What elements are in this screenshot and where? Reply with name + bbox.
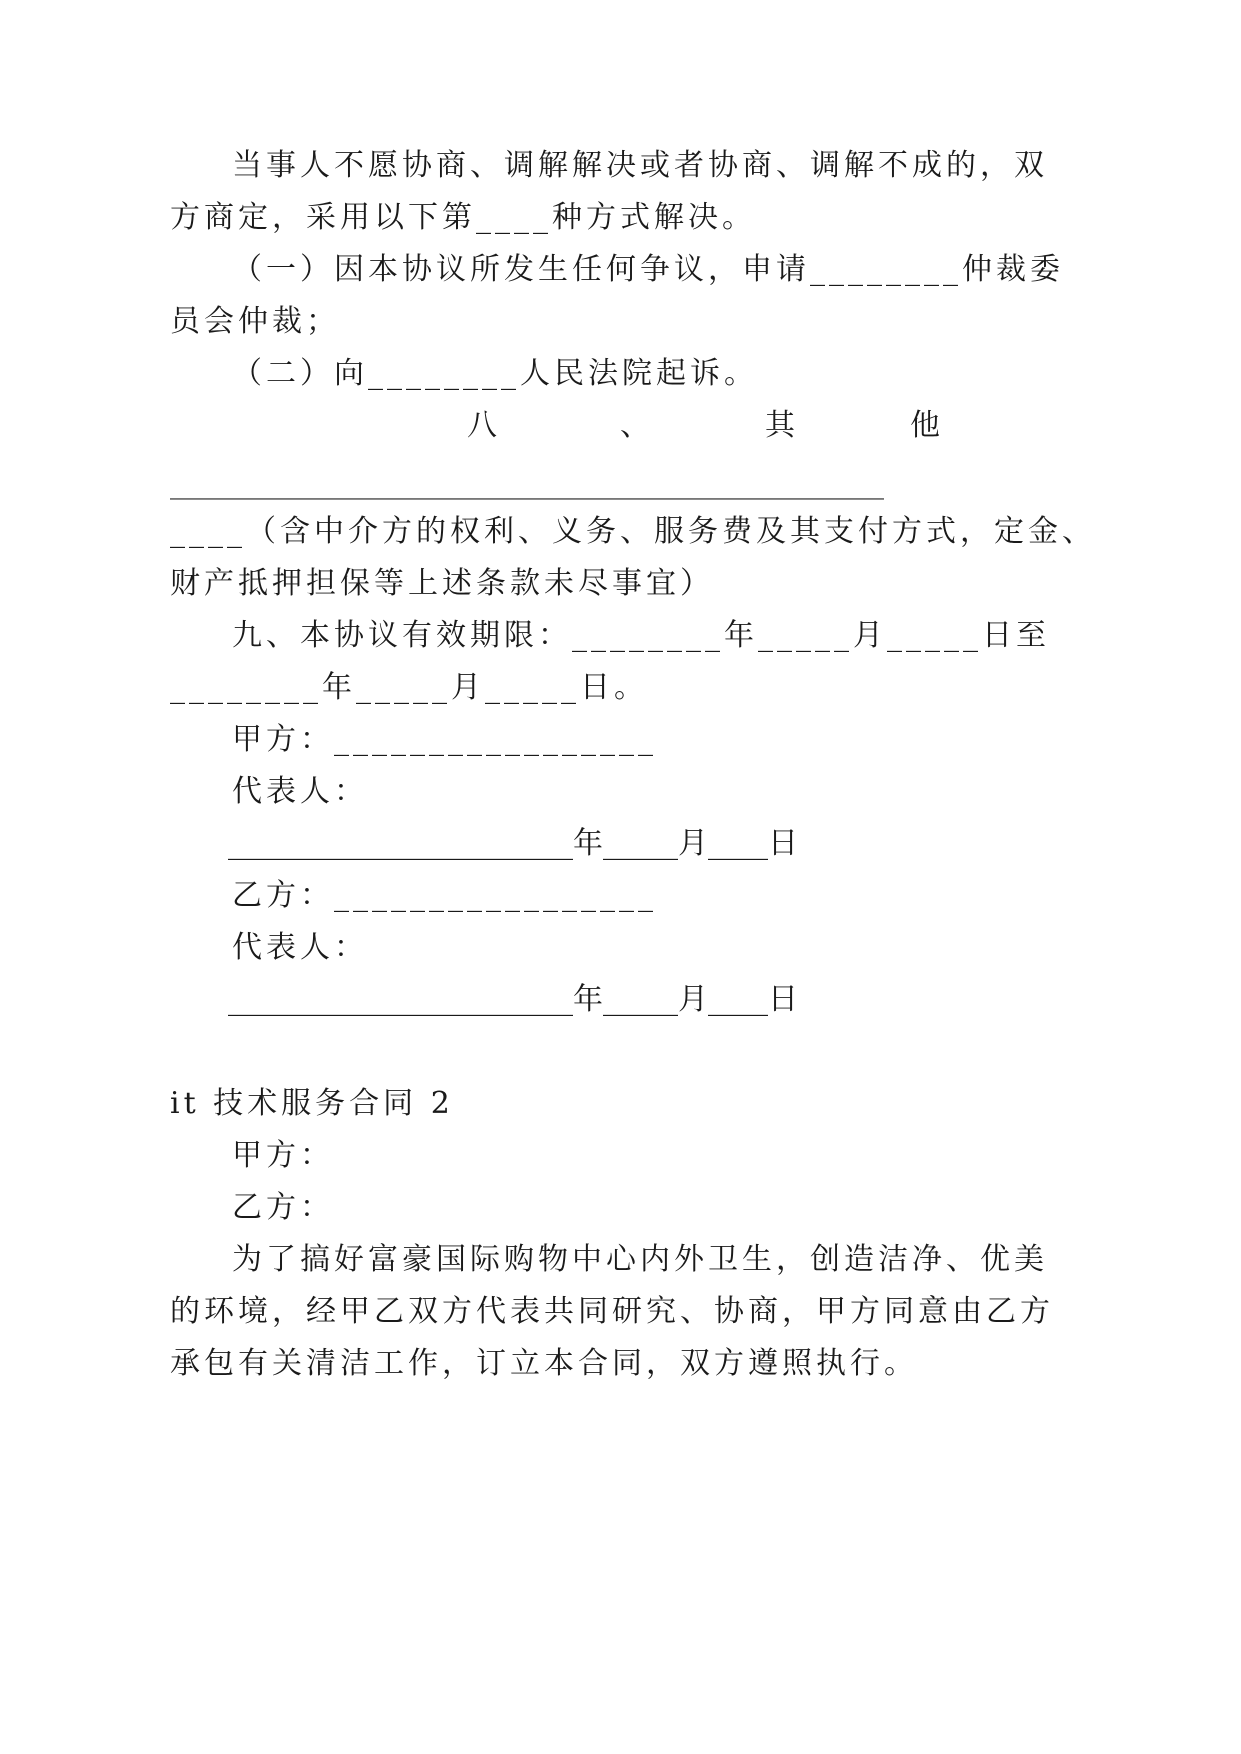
para-line-2: 方商定，采用以下第____种方式解决。 <box>170 200 756 235</box>
para-line-10: 九、本协议有效期限：________年_____月_____日至 <box>232 618 1050 653</box>
blank-line: ___________________________________________________ <box>170 467 884 500</box>
party-b-line: 乙方：_________________ <box>232 878 657 913</box>
signature-date-b: _______________________年_____月____日 <box>228 982 798 1017</box>
heading-char-1: 八 <box>467 408 497 443</box>
section-heading-other <box>0 404 1241 448</box>
para-line-21: 为了搞好富豪国际购物中心内外卫生，创造洁净、优美 <box>232 1242 1048 1277</box>
party-a-line: 甲方：_________________ <box>232 722 657 757</box>
signature-date-a: _______________________年_____月____日 <box>228 826 798 861</box>
contract-title: it 技术服务合同 2 <box>170 1086 454 1121</box>
para-line-11: ________年_____月_____日。 <box>170 670 648 705</box>
party-b-label: 乙方： <box>232 1190 334 1225</box>
para-line-22: 的环境，经甲乙双方代表共同研究、协商，甲方同意由乙方 <box>170 1294 1054 1329</box>
heading-char-3: 其 <box>765 408 795 443</box>
representative-b-label: 代表人： <box>232 930 368 965</box>
para-line-1: 当事人不愿协商、调解解决或者协商、调解不成的，双 <box>232 148 1048 183</box>
party-a-label: 甲方： <box>232 1138 334 1173</box>
para-line-23: 承包有关清洁工作，订立本合同，双方遵照执行。 <box>170 1346 918 1381</box>
para-line-4: 员会仲裁； <box>170 304 340 339</box>
para-line-3: （一）因本协议所发生任何争议，申请________仲裁委 <box>232 252 1064 287</box>
para-line-5: （二）向________人民法院起诉。 <box>232 356 758 391</box>
heading-char-2: 、 <box>620 408 650 443</box>
para-line-8: ____（含中介方的权利、义务、服务费及其支付方式，定金、 <box>170 514 1096 549</box>
representative-a-label: 代表人： <box>232 774 368 809</box>
heading-char-4: 他 <box>910 408 940 443</box>
para-line-9: 财产抵押担保等上述条款未尽事宜） <box>170 566 714 601</box>
